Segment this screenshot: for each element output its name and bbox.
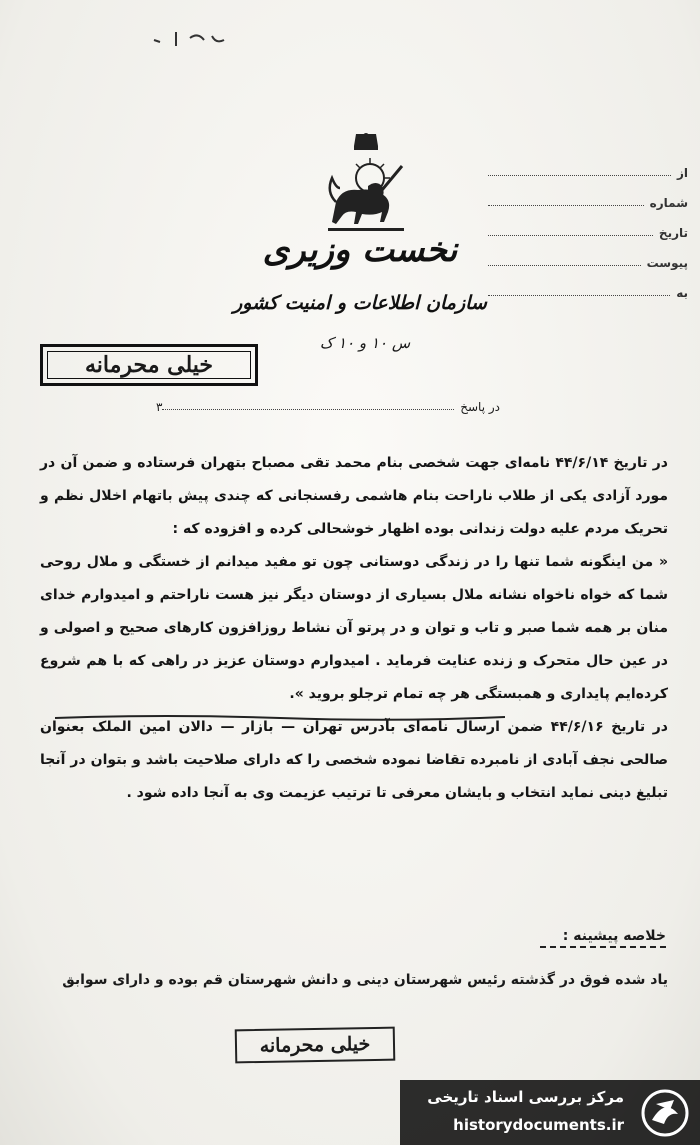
meta-dotted-line — [488, 294, 670, 296]
meta-fields — [488, 150, 688, 300]
meta-label-to: به — [676, 286, 688, 300]
handwritten-mark — [150, 22, 230, 52]
bottom-stamp-label: خیلی محرمانه — [235, 1027, 396, 1064]
meta-dotted-line — [488, 264, 641, 266]
reply-number: ۳ — [156, 400, 163, 414]
meta-dotted-line — [488, 234, 653, 236]
meta-label-date: تاریخ — [658, 226, 688, 240]
reference-code: س ۱۰ و ۱۰ ک — [319, 334, 411, 352]
meta-row — [488, 180, 688, 210]
meta-row — [488, 150, 688, 180]
lion-and-sun-emblem-icon — [318, 132, 414, 236]
meta-label-number: شماره — [649, 196, 688, 210]
watermark-url: historydocuments.ir — [453, 1116, 624, 1134]
watermark-banner — [400, 1080, 700, 1145]
handwritten-underline — [55, 712, 505, 722]
organization-name: سازمان اطلاعات و امنیت کشور — [233, 292, 487, 314]
archive-logo-icon — [640, 1088, 690, 1138]
reply-dotted-line — [162, 409, 454, 410]
meta-dotted-line — [488, 204, 644, 206]
header-title: نخست وزیری — [262, 230, 458, 270]
letter-body — [40, 447, 668, 810]
meta-row — [488, 210, 688, 240]
meta-row — [488, 240, 688, 270]
reply-line — [150, 400, 500, 414]
summary-heading: خلاصه پیشینه : — [540, 928, 666, 948]
body-quote: « من اینگونه شما تنها را در زندگی دوستانی چون تو مفید میدانم از خستگی و ملال روحی شما که خواه ناخواه نشانه ملال بسیاری از دوستان دیگر نیز هست ناراحتم و امیدوارم خدای منان بر همه شما صبر و تاب و توان و در پرتو آن نشاط روزافزون کارهای صحیح و اصولی و در عین حال متحرک و زنده عنایت فرماید . امیدوارم دوستان عزیز در راهی که با هم شروع کرده‌ایم پایداری و همبستگی هر چه تمام ترجلو بروید ». — [40, 554, 668, 702]
body-paragraph-1: در تاریخ ۴۴/۶/۱۴ نامه‌ای جهت شخصی بنام محمد تقی مصباح بتهران فرستاده و ضمن آن در مورد آزادی یکی از طلاب ناراحت بنام هاشمی رفسنجانی که چندی پیش باتهام اخلال نظم و تحریک مردم علیه دولت زندانی بوده اظهار خوشحالی کرده و افزوده که : — [40, 455, 668, 537]
summary-text: یاد شده فوق در گذشته رئیس شهرستان دینی و دانش شهرستان قم بوده و دارای سوابق — [62, 972, 668, 988]
meta-dotted-line — [488, 174, 671, 176]
meta-label-attachment: پیوست — [646, 256, 688, 270]
reply-label: در پاسخ — [460, 400, 500, 414]
watermark-name: مرکز بررسی اسناد تاریخی — [427, 1088, 624, 1106]
body-paragraph-2: در تاریخ ۴۴/۶/۱۶ ضمن ارسال نامه‌ای بآدرس تهران — بازار — دالان امین الملک بعنوان صالحی نجف آبادی از نامبرده تقاضا نموده شخصی را که دارای صلاحیت باشد و بتوان در آنجا تبلیغ دینی نماید انتخاب و بایشان معرفی تا ترتیب عزیمت وی به آنجا داده شود . — [40, 719, 668, 801]
classification-stamp: خیلی محرمانه — [40, 344, 258, 386]
meta-label-from: از — [676, 166, 688, 180]
meta-row — [488, 270, 688, 300]
bottom-classification-stamp — [210, 1022, 420, 1068]
